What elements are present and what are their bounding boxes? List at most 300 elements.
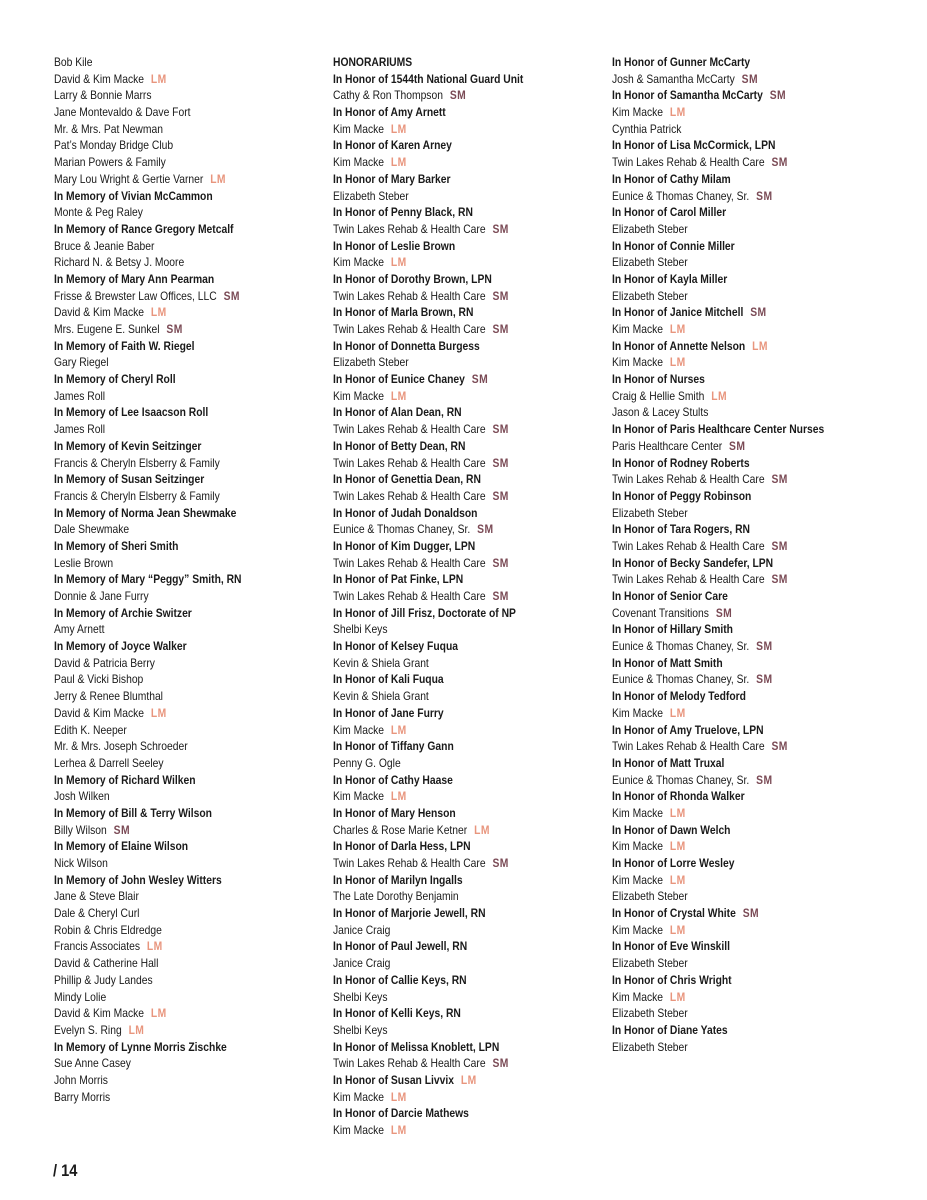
- entry-heading: [54, 571, 286, 588]
- membership-badge: SM: [756, 772, 773, 787]
- entry-text: In Memory of Vivian McCammon: [54, 188, 213, 203]
- entry-text: Jane Montevaldo & Dave Fort: [54, 105, 191, 120]
- donor-name: [333, 121, 565, 138]
- donor-name: [612, 1005, 870, 1022]
- entry-text: Edith K. Neeper: [54, 722, 127, 737]
- entry-heading: [333, 338, 565, 355]
- entry-text: David & Kim Macke: [54, 305, 145, 320]
- donor-name: [333, 989, 565, 1006]
- entry-text: Cathy & Ron Thompson: [333, 88, 443, 103]
- entry-text: In Honor of Kelsey Fuqua: [333, 639, 458, 654]
- membership-badge: LM: [390, 1123, 407, 1137]
- membership-badge: LM: [150, 705, 167, 720]
- entry-text: Craig & Hellie Smith: [612, 388, 705, 403]
- entry-text: Elizabeth Steber: [333, 188, 409, 203]
- entry-text: Shelbi Keys: [333, 989, 388, 1004]
- membership-badge: SM: [771, 472, 788, 487]
- entry-heading: [54, 838, 286, 855]
- entry-text: Elizabeth Steber: [612, 889, 688, 904]
- entry-heading: [333, 671, 565, 688]
- donor-name: [54, 621, 286, 638]
- donor-name: [333, 154, 565, 171]
- entry-text: In Honor of Cathy Haase: [333, 772, 453, 787]
- entry-text: In Honor of Senior Care: [612, 589, 728, 603]
- donor-name: [333, 621, 565, 638]
- entry-heading: [612, 822, 870, 839]
- entry-text: Twin Lakes Rehab & Health Care: [612, 572, 765, 587]
- entry-heading: [333, 638, 565, 655]
- donor-name: [54, 71, 286, 88]
- entry-text: Kim Macke: [333, 121, 385, 136]
- donor-name: [612, 505, 870, 522]
- donor-name: [612, 805, 870, 822]
- entry-text: Leslie Brown: [54, 555, 114, 570]
- entry-text: In Honor of Rodney Roberts: [612, 455, 750, 470]
- entry-text: In Honor of Karen Arney: [333, 138, 452, 153]
- entry-text: Elizabeth Steber: [333, 355, 409, 370]
- entry-text: Kim Macke: [333, 388, 385, 403]
- entry-text: In Memory of Lynne Morris Zischke: [54, 1039, 227, 1054]
- entry-text: In Memory of Faith W. Riegel: [54, 338, 195, 353]
- entry-text: Monte & Peg Raley: [54, 205, 143, 220]
- entry-heading: [612, 271, 870, 288]
- entry-text: Twin Lakes Rehab & Health Care: [333, 221, 486, 236]
- membership-badge: SM: [492, 221, 509, 236]
- donor-name: [612, 605, 870, 622]
- entry-text: In Honor of Lisa McCormick, LPN: [612, 138, 776, 153]
- entry-text: Twin Lakes Rehab & Health Care: [612, 739, 765, 754]
- entry-heading: [54, 188, 286, 205]
- entry-text: In Honor of Paul Jewell, RN: [333, 939, 468, 954]
- entry-text: Amy Arnett: [54, 622, 105, 637]
- entry-heading: [333, 104, 565, 121]
- membership-badge: SM: [756, 672, 773, 687]
- entry-text: In Memory of John Wesley Witters: [54, 872, 222, 887]
- donor-name: [612, 388, 870, 405]
- donor-name: [54, 722, 286, 739]
- entry-text: In Honor of Pat Finke, LPN: [333, 572, 464, 587]
- column-honorariums: [333, 54, 603, 1139]
- entry-text: Janice Craig: [333, 922, 391, 937]
- entry-heading: [612, 555, 870, 572]
- entry-heading: [333, 71, 565, 88]
- entry-text: Kim Macke: [612, 705, 664, 720]
- donor-name: [54, 421, 286, 438]
- entry-text: Janice Craig: [333, 956, 391, 971]
- entry-heading: [54, 404, 286, 421]
- entry-heading: [54, 638, 286, 655]
- entry-text: Twin Lakes Rehab & Health Care: [333, 488, 486, 503]
- donor-name: [333, 955, 565, 972]
- membership-badge: SM: [771, 155, 788, 170]
- donor-name: [333, 388, 565, 405]
- donor-name: [333, 1089, 565, 1106]
- entry-text: Kim Macke: [333, 1089, 385, 1104]
- donor-name: [612, 254, 870, 271]
- donor-name: [333, 254, 565, 271]
- membership-badge: SM: [223, 288, 240, 303]
- entry-text: Josh & Samantha McCarty: [612, 71, 735, 86]
- entry-heading: [333, 471, 565, 488]
- entry-heading: [612, 655, 870, 672]
- entry-text: In Honor of Tara Rogers, RN: [612, 522, 750, 537]
- donor-name: [54, 288, 286, 305]
- entry-text: Penny G. Ogle: [333, 755, 401, 770]
- entry-heading: [612, 722, 870, 739]
- entry-text: Kim Macke: [612, 105, 664, 120]
- entry-heading: [612, 455, 870, 472]
- entry-text: Barry Morris: [54, 1089, 111, 1104]
- donor-name: [333, 688, 565, 705]
- membership-badge: SM: [492, 555, 509, 570]
- membership-badge: LM: [669, 872, 686, 887]
- entry-text: In Honor of Matt Smith: [612, 655, 723, 670]
- membership-badge: SM: [715, 605, 733, 620]
- entry-text: In Honor of Kayla Miller: [612, 271, 728, 286]
- entry-text: Francis & Cheryln Elsberry & Family: [54, 455, 220, 470]
- entry-text: In Memory of Cheryl Roll: [54, 372, 176, 387]
- entry-text: Gary Riegel: [54, 355, 109, 370]
- entry-text: In Memory of Archie Switzer: [54, 605, 192, 620]
- entry-text: In Honor of Paris Healthcare Center Nurses: [612, 422, 825, 437]
- donor-name: [54, 388, 286, 405]
- membership-badge: LM: [128, 1022, 145, 1037]
- membership-badge: SM: [449, 88, 467, 103]
- membership-badge: LM: [669, 355, 686, 370]
- entry-text: Eunice & Thomas Chaney, Sr.: [333, 522, 471, 537]
- donor-name: [333, 87, 565, 104]
- entry-heading: [333, 438, 565, 455]
- donor-name: [612, 638, 870, 655]
- entry-text: Phillip & Judy Landes: [54, 972, 153, 987]
- entry-text: Twin Lakes Rehab & Health Care: [333, 422, 486, 437]
- membership-badge: SM: [742, 906, 760, 921]
- entry-text: In Memory of Mary “Peggy” Smith, RN: [54, 572, 242, 587]
- donor-name: [54, 1022, 286, 1039]
- donor-name: [54, 688, 286, 705]
- membership-badge: LM: [474, 822, 490, 837]
- entry-text: In Honor of Marilyn Ingalls: [333, 872, 463, 887]
- entry-heading: [333, 938, 565, 955]
- membership-badge: LM: [460, 1072, 477, 1087]
- entry-text: In Honor of Lorre Wesley: [612, 856, 735, 870]
- entry-text: In Honor of Samantha McCarty: [612, 88, 763, 103]
- donor-name: [54, 121, 286, 138]
- entry-text: Pat’s Monday Bridge Club: [54, 138, 174, 153]
- entry-heading: [333, 1072, 565, 1089]
- entry-text: Kim Macke: [612, 839, 664, 854]
- entry-text: Mindy Lolie: [54, 989, 107, 1004]
- donor-name: [612, 404, 870, 421]
- entry-text: Kim Macke: [333, 1123, 385, 1137]
- entry-heading: [612, 238, 870, 255]
- donor-name: [333, 354, 565, 371]
- entry-text: Shelbi Keys: [333, 622, 388, 637]
- donor-name: [333, 1122, 565, 1139]
- donor-name: [612, 872, 870, 889]
- entry-text: In Honor of Cathy Milam: [612, 171, 731, 186]
- membership-badge: LM: [390, 255, 407, 270]
- entry-text: In Honor of Carol Miller: [612, 205, 727, 220]
- membership-badge: LM: [390, 388, 407, 403]
- membership-badge: SM: [771, 739, 788, 754]
- donor-name: [54, 1055, 286, 1072]
- entry-text: In Honor of Donnetta Burgess: [333, 338, 480, 353]
- entry-text: In Honor of Hillary Smith: [612, 622, 733, 637]
- membership-badge: LM: [390, 789, 407, 804]
- donor-name: [612, 838, 870, 855]
- membership-badge: SM: [729, 438, 746, 453]
- entry-text: In Honor of Darcie Mathews: [333, 1106, 469, 1121]
- entry-text: Elizabeth Steber: [612, 1039, 688, 1054]
- donor-name: [54, 905, 286, 922]
- membership-badge: SM: [756, 639, 773, 654]
- entry-text: In Honor of Matt Truxal: [612, 755, 725, 770]
- column-honorariums-continued: [612, 54, 912, 1055]
- membership-badge: LM: [711, 388, 727, 403]
- entry-text: David & Kim Macke: [54, 71, 145, 86]
- donor-name: [54, 972, 286, 989]
- donor-name: [333, 1022, 565, 1039]
- donor-name: [612, 104, 870, 121]
- entry-text: Elizabeth Steber: [612, 255, 688, 270]
- entry-text: In Honor of Marjorie Jewell, RN: [333, 906, 486, 921]
- entry-text: Mary Lou Wright & Gertie Varner: [54, 171, 204, 186]
- entry-heading: [612, 421, 870, 438]
- entry-text: Bruce & Jeanie Baber: [54, 238, 155, 253]
- entry-heading: [54, 271, 286, 288]
- entry-text: Twin Lakes Rehab & Health Care: [333, 322, 486, 336]
- entry-text: Evelyn S. Ring: [54, 1022, 122, 1037]
- entry-heading: [333, 54, 565, 71]
- membership-badge: SM: [756, 188, 773, 203]
- donor-name: [54, 855, 286, 872]
- entry-heading: [54, 505, 286, 522]
- entry-text: In Honor of Dorothy Brown, LPN: [333, 271, 492, 286]
- entry-text: Jane & Steve Blair: [54, 889, 139, 904]
- entry-heading: [333, 171, 565, 188]
- donor-name: [333, 722, 565, 739]
- entry-heading: [333, 137, 565, 154]
- donor-name: [612, 288, 870, 305]
- entry-heading: [612, 972, 870, 989]
- entry-text: Mr. & Mrs. Joseph Schroeder: [54, 739, 188, 754]
- entry-text: In Honor of Kelli Keys, RN: [333, 1006, 461, 1021]
- membership-badge: SM: [113, 822, 130, 837]
- entry-text: Twin Lakes Rehab & Health Care: [612, 472, 765, 487]
- entry-text: Kevin & Shiela Grant: [333, 655, 429, 670]
- donor-name: [54, 54, 286, 71]
- membership-badge: LM: [150, 1006, 167, 1021]
- membership-badge: LM: [669, 322, 686, 336]
- entry-text: Twin Lakes Rehab & Health Care: [333, 455, 486, 470]
- entry-heading: [333, 271, 565, 288]
- donor-name: [612, 922, 870, 939]
- entry-heading: [333, 1005, 565, 1022]
- donor-name: [333, 455, 565, 472]
- entry-text: David & Kim Macke: [54, 1006, 145, 1021]
- membership-badge: LM: [146, 939, 163, 954]
- entry-text: Dale Shewmake: [54, 522, 130, 537]
- entry-text: The Late Dorothy Benjamin: [333, 889, 459, 904]
- entry-text: In Honor of Peggy Robinson: [612, 488, 752, 503]
- entry-text: Donnie & Jane Furry: [54, 589, 149, 603]
- entry-text: Kim Macke: [333, 155, 385, 170]
- entry-text: Kim Macke: [333, 255, 385, 270]
- entry-text: In Honor of Nurses: [612, 372, 705, 387]
- donor-name: [54, 238, 286, 255]
- entry-text: In Honor of Dawn Welch: [612, 822, 731, 837]
- entry-text: In Honor of Jane Furry: [333, 705, 444, 720]
- entry-text: Kim Macke: [333, 789, 385, 804]
- entry-text: Eunice & Thomas Chaney, Sr.: [612, 772, 750, 787]
- entry-text: In Honor of Penny Black, RN: [333, 205, 473, 220]
- entry-heading: [54, 872, 286, 889]
- donor-name: [333, 1055, 565, 1072]
- entry-heading: [333, 805, 565, 822]
- donor-name: [612, 705, 870, 722]
- entry-text: Twin Lakes Rehab & Health Care: [612, 538, 765, 553]
- membership-badge: LM: [669, 839, 686, 854]
- entry-text: In Memory of Norma Jean Shewmake: [54, 505, 237, 520]
- membership-badge: SM: [769, 88, 787, 103]
- membership-badge: LM: [150, 71, 167, 86]
- entry-text: In Honor of Mary Barker: [333, 171, 451, 186]
- entry-heading: [333, 772, 565, 789]
- entry-text: In Memory of Joyce Walker: [54, 639, 187, 654]
- entry-heading: [333, 972, 565, 989]
- donor-name: [612, 738, 870, 755]
- donor-name: [612, 1039, 870, 1056]
- membership-badge: LM: [150, 305, 167, 320]
- donor-name: [54, 171, 286, 188]
- entry-text: In Honor of Mary Henson: [333, 805, 456, 820]
- donor-name: [54, 922, 286, 939]
- entry-text: Charles & Rose Marie Ketner: [333, 822, 468, 837]
- membership-badge: SM: [771, 572, 788, 587]
- entry-heading: [333, 905, 565, 922]
- entry-heading: [333, 571, 565, 588]
- entry-heading: [333, 538, 565, 555]
- entry-text: Elizabeth Steber: [612, 505, 688, 520]
- membership-badge: SM: [492, 422, 509, 437]
- entry-text: Shelbi Keys: [333, 1022, 388, 1037]
- membership-badge: LM: [390, 121, 407, 136]
- entry-text: Francis & Cheryln Elsberry & Family: [54, 488, 220, 503]
- entry-text: Twin Lakes Rehab & Health Care: [612, 155, 765, 170]
- entry-heading: [612, 688, 870, 705]
- entry-text: Kim Macke: [612, 805, 664, 820]
- donor-name: [333, 555, 565, 572]
- donor-name: [612, 354, 870, 371]
- donor-name: [333, 788, 565, 805]
- donor-name: [612, 188, 870, 205]
- donor-name: [333, 755, 565, 772]
- entry-text: In Memory of Susan Seitzinger: [54, 472, 205, 487]
- entry-heading: [612, 788, 870, 805]
- donor-name: [54, 1072, 286, 1089]
- donor-name: [612, 772, 870, 789]
- membership-badge: LM: [669, 805, 686, 820]
- entry-text: James Roll: [54, 388, 106, 403]
- donor-name: [54, 655, 286, 672]
- entry-text: Lerhea & Darrell Seeley: [54, 755, 164, 770]
- donor-name: [612, 321, 870, 338]
- entry-heading: [612, 488, 870, 505]
- entry-text: Eunice & Thomas Chaney, Sr.: [612, 639, 750, 654]
- donor-name: [333, 188, 565, 205]
- entry-text: In Honor of Melody Tedford: [612, 689, 746, 704]
- donor-name: [612, 989, 870, 1006]
- entry-text: In Honor of Eve Winskill: [612, 939, 731, 954]
- entry-heading: [612, 171, 870, 188]
- donor-name: [333, 321, 565, 338]
- entry-heading: [333, 705, 565, 722]
- entry-text: In Honor of Kali Fuqua: [333, 672, 444, 687]
- entry-text: In Memory of Lee Isaacson Roll: [54, 405, 209, 420]
- donor-name: [54, 588, 286, 605]
- entry-text: Covenant Transitions: [612, 605, 709, 620]
- donor-name: [333, 588, 565, 605]
- entry-heading: [54, 371, 286, 388]
- entry-heading: [612, 755, 870, 772]
- donor-name: [54, 955, 286, 972]
- donor-name: [612, 538, 870, 555]
- donor-name: [54, 989, 286, 1006]
- entry-text: In Honor of Gunner McCarty: [612, 55, 751, 69]
- donor-name: [333, 655, 565, 672]
- entry-text: Eunice & Thomas Chaney, Sr.: [612, 188, 750, 203]
- entry-heading: [612, 855, 870, 872]
- entry-text: Cynthia Patrick: [612, 121, 682, 136]
- donor-name: [54, 755, 286, 772]
- donor-name: [333, 521, 565, 538]
- membership-badge: LM: [210, 171, 226, 186]
- donor-name: [54, 321, 286, 338]
- page-number: / 14: [53, 1161, 78, 1180]
- entry-text: In Honor of Kim Dugger, LPN: [333, 538, 476, 553]
- membership-badge: SM: [166, 322, 183, 336]
- membership-badge: SM: [477, 522, 494, 537]
- entry-heading: [333, 404, 565, 421]
- entry-text: In Honor of Marla Brown, RN: [333, 305, 474, 320]
- membership-badge: LM: [390, 722, 407, 737]
- donor-name: [333, 221, 565, 238]
- entry-heading: [333, 872, 565, 889]
- entry-text: In Honor of Chris Wright: [612, 972, 732, 987]
- entry-text: HONORARIUMS: [333, 55, 413, 69]
- entry-text: In Honor of Judah Donaldson: [333, 505, 478, 520]
- donor-name: [54, 738, 286, 755]
- donor-name: [54, 788, 286, 805]
- donor-name: [54, 1005, 286, 1022]
- entry-heading: [54, 221, 286, 238]
- entry-text: In Honor of Jill Frisz, Doctorate of NP: [333, 605, 516, 620]
- donor-name: [612, 955, 870, 972]
- entry-text: In Honor of Connie Miller: [612, 238, 735, 253]
- entry-text: In Honor of Alan Dean, RN: [333, 405, 462, 420]
- entry-text: Frisse & Brewster Law Offices, LLC: [54, 288, 217, 303]
- membership-badge: LM: [390, 1089, 407, 1104]
- donor-name: [54, 671, 286, 688]
- entry-text: In Honor of Betty Dean, RN: [333, 438, 466, 453]
- entry-text: Twin Lakes Rehab & Health Care: [333, 555, 486, 570]
- membership-badge: SM: [492, 856, 509, 870]
- entry-text: David & Catherine Hall: [54, 956, 159, 971]
- membership-badge: LM: [669, 105, 686, 120]
- membership-badge: SM: [741, 71, 758, 86]
- entry-text: Mr. & Mrs. Pat Newman: [54, 121, 163, 136]
